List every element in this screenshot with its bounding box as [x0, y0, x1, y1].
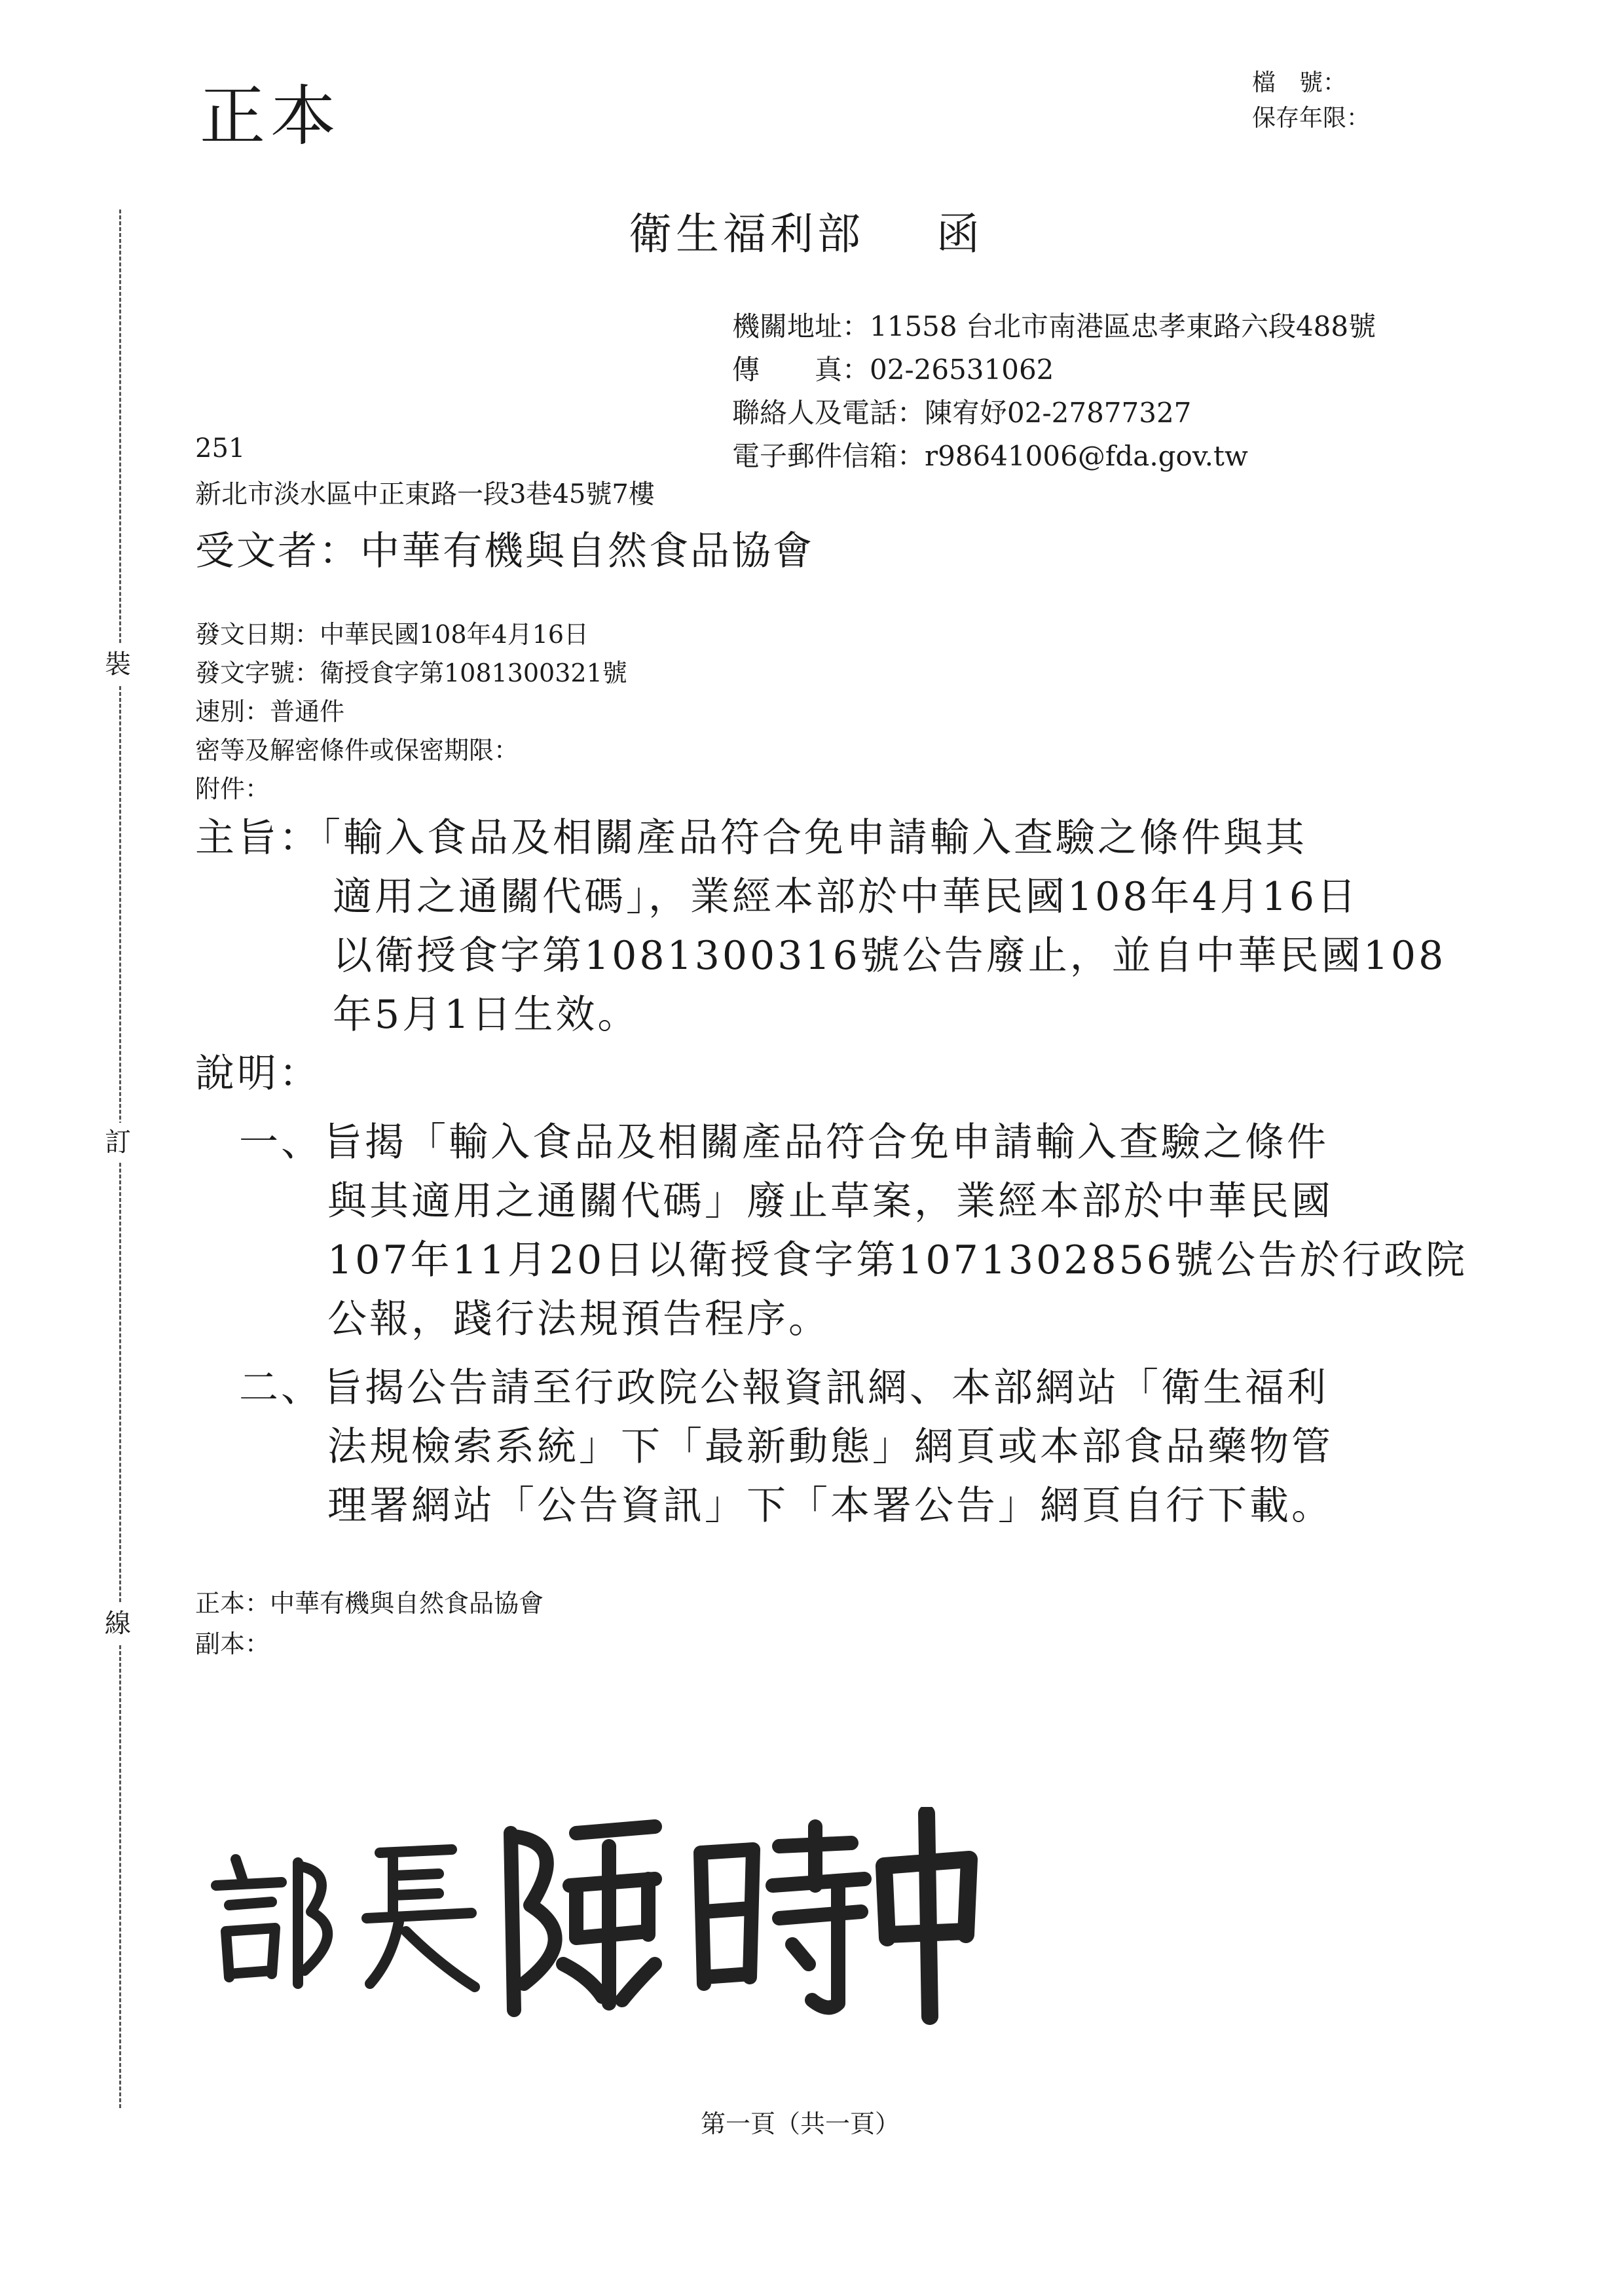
delivery-speed: 速別：普通件: [195, 697, 345, 726]
original-recipient: 正本：中華有機與自然食品協會: [195, 1589, 544, 1618]
recipient-address: 新北市淡水區中正東路一段3巷45號7樓: [195, 479, 655, 509]
classification: 密等及解密條件或保密期限：: [195, 736, 519, 765]
issue-date: 發文日期：中華民國108年4月16日: [195, 620, 589, 649]
document-type: 函: [936, 209, 984, 259]
item2-line-2: 法規檢索系統」下「最新動態」網頁或本部食品藥物管: [327, 1424, 1333, 1470]
binding-char-zhuang: 裝: [105, 645, 131, 684]
item1-line-3: 107年11月20日以衛授食字第1071302856號公告於行政院: [327, 1237, 1467, 1283]
explanation-item-1: [239, 1113, 1467, 1349]
subject-section: [195, 809, 1446, 1044]
sender-contact: 聯絡人及電話：陳宥妤02-27877327: [732, 397, 1192, 429]
document-title: [629, 209, 984, 259]
attachment: 附件：: [195, 774, 270, 803]
subject-line-3: 以衛授食字第1081300316號公告廢止，並自中華民國108: [333, 933, 1447, 979]
item1-line-1: 一、旨揭「輸入食品及相關產品符合免申請輸入查驗之條件: [239, 1120, 1329, 1165]
item1-line-2: 與其適用之通關代碼」廢止草案，業經本部於中華民國: [327, 1178, 1333, 1224]
item2-line-3: 理署網站「公告資訊」下「本署公告」網頁自行下載。: [327, 1483, 1333, 1529]
signature-drawing: [196, 1807, 982, 2030]
copy-recipient: 副本：: [195, 1630, 270, 1658]
retention-period-label: 保存年限：: [1252, 105, 1371, 132]
sender-email: 電子郵件信箱：r98641006@fda.gov.tw: [732, 440, 1248, 472]
item1-line-4: 公報，踐行法規預告程序。: [327, 1296, 830, 1342]
page-indicator: 第一頁（共一頁）: [701, 2109, 900, 2138]
subject-line-2: 適用之通關代碼」，業經本部於中華民國108年4月16日: [333, 874, 1359, 920]
original-copy-mark: 正本: [200, 78, 341, 155]
distribution-list: [195, 1583, 544, 1664]
binding-char-ding: 訂: [105, 1123, 131, 1162]
addressee: 受文者：中華有機與自然食品協會: [195, 528, 814, 574]
minister-signature: [196, 1807, 982, 2030]
subject-line-1: 主旨：「輸入食品及相關產品符合免申請輸入查驗之條件與其: [195, 815, 1307, 861]
subject-line-4: 年5月1日生效。: [333, 992, 640, 1038]
sender-info: [732, 305, 1376, 478]
recipient-zip: 251: [195, 433, 246, 464]
explanation-heading: 說明：: [195, 1051, 321, 1097]
file-number-label: 檔 號：: [1252, 69, 1347, 96]
file-number-block: [1252, 65, 1370, 136]
document-number: 發文字號：衛授食字第1081300321號: [195, 659, 627, 687]
document-meta: [195, 615, 627, 809]
item2-line-1: 二、旨揭公告請至行政院公報資訊網、本部網站「衛生福利: [239, 1365, 1329, 1411]
explanation-item-2: [239, 1358, 1333, 1535]
sender-fax: 傳 真：02-26531062: [732, 354, 1054, 386]
agency-name: 衛生福利部: [629, 209, 864, 259]
sender-address: 機關地址：11558 台北市南港區忠孝東路六段488號: [732, 310, 1376, 342]
binding-char-xian: 線: [105, 1604, 131, 1643]
